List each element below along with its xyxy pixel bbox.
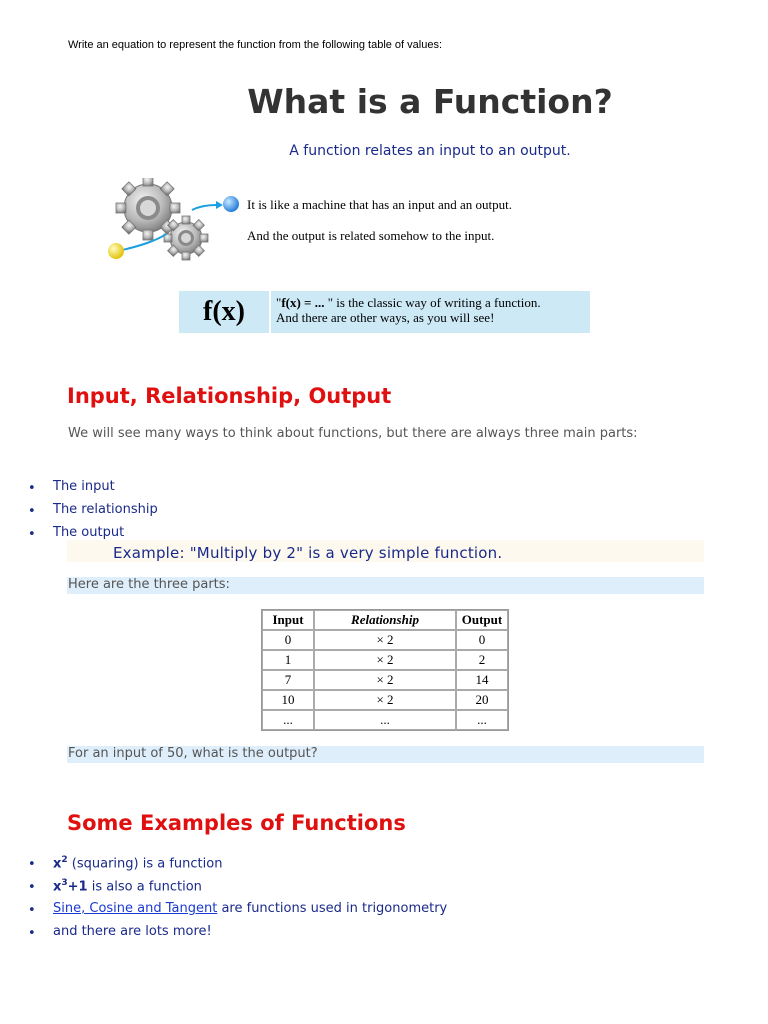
machine-description-line2: And the output is related somehow to the input. [247,228,495,243]
section-heading-input-relationship-output: Input, Relationship, Output [67,384,392,408]
table-cell: 7 [262,670,314,690]
column-header-output: Output [456,610,508,630]
list-item [0,924,768,947]
section-heading-examples: Some Examples of Functions [67,811,406,835]
fx-description-line2: And there are other ways, as you will see! [276,310,495,325]
table-cell: 2 [456,650,508,670]
table-cell: ... [314,710,456,730]
bullet-icon: • [28,857,36,872]
list-item [0,479,768,502]
table-cell: ... [262,710,314,730]
bullet-icon: • [28,903,36,918]
list-item-label: The relationship [53,502,158,517]
fx-description [271,291,541,333]
section-intro-text: We will see many ways to think about functions, but there are always three main parts: [68,426,638,441]
list-item-label: are functions used in trigonometry [217,901,448,916]
table-cell: × 2 [314,670,456,690]
bullet-icon: • [28,926,36,941]
example-text: Example: "Multiply by 2" is a very simple function. [113,544,503,562]
question-note [67,746,704,763]
bullet-icon: • [28,880,36,895]
list-item [0,855,768,878]
question-label: For an input of 50, what is the output? [68,746,318,761]
table-row [262,710,508,730]
table-cell: 0 [456,630,508,650]
list-item-label: The output [53,525,125,540]
table-row [262,630,508,650]
table-cell: 20 [456,690,508,710]
three-parts-note [67,577,704,594]
fx-description-line1: "f(x) = ... " is the classic way of writing a function. [276,295,541,310]
examples-list [0,855,768,947]
table-cell: × 2 [314,630,456,650]
expression-bold: x [53,856,62,872]
table-cell: 14 [456,670,508,690]
machine-description-line1: It is like a machine that has an input and an output. [247,197,512,212]
subtitle: A function relates an input to an output. [289,143,571,159]
bullet-icon: • [28,527,36,542]
list-item-label: is also a function [87,879,202,895]
column-header-input: Input [262,610,314,630]
expression-bold: x [53,879,62,895]
table-row [262,650,508,670]
table-row [262,670,508,690]
three-parts-label: Here are the three parts: [68,577,230,592]
table-cell: × 2 [314,650,456,670]
intro-instruction: Write an equation to represent the function from the following table of values: [68,39,443,51]
gears-machine-icon [100,178,240,268]
table-cell: × 2 [314,690,456,710]
column-header-relationship: Relationship [314,610,456,630]
input-output-table [261,609,509,731]
fx-symbol: f(x) [179,291,271,333]
table-cell: 1 [262,650,314,670]
table-cell: 10 [262,690,314,710]
list-item-label: (squaring) is a function [67,856,223,872]
table-header-row [262,610,508,630]
exponent: 3 [61,878,68,888]
table-row [262,690,508,710]
fx-description-line1-rest: " is the classic way of writing a function. [327,295,541,310]
fx-notation-bold: f(x) = ... [281,295,328,310]
table-cell: 0 [262,630,314,650]
expression-bold: +1 [67,879,88,895]
trigonometry-link[interactable]: Sine, Cosine and Tangent [53,901,218,916]
exponent: 2 [61,855,68,865]
list-item-label: and there are lots more! [53,924,212,939]
page-title: What is a Function? [247,82,613,121]
list-item-label: The input [53,479,115,494]
three-parts-list [0,479,768,548]
list-item [0,502,768,525]
bullet-icon: • [28,481,36,496]
list-item [0,901,768,924]
function-notation-box [179,291,590,333]
list-item [0,878,768,901]
bullet-icon: • [28,504,36,519]
table-cell: ... [456,710,508,730]
